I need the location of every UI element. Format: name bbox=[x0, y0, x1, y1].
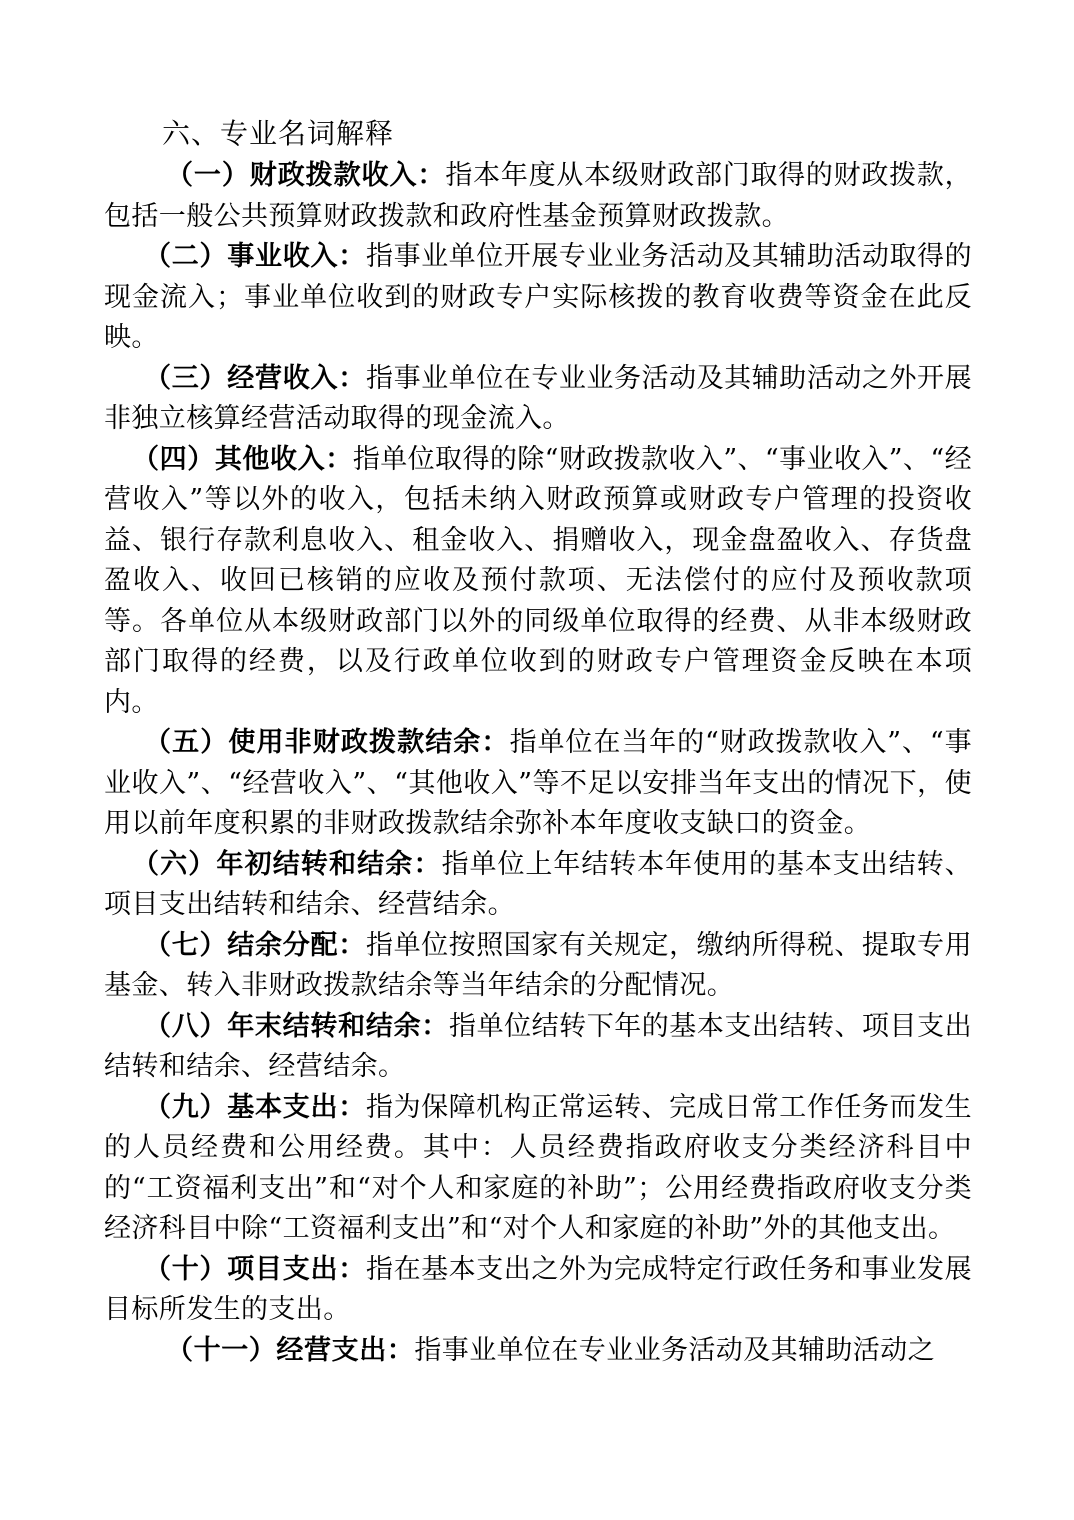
definition-term: （十）项目支出： bbox=[144, 1253, 367, 1285]
definition-paragraph-10 bbox=[104, 1250, 972, 1331]
definition-paragraph-11 bbox=[104, 1331, 972, 1372]
document-body bbox=[104, 112, 972, 1371]
definition-paragraph-4 bbox=[104, 440, 972, 724]
section-heading: 六、专业名词解释 bbox=[162, 117, 395, 150]
definition-term: （七）结余分配： bbox=[144, 929, 367, 961]
definition-paragraph-3 bbox=[104, 359, 972, 440]
definition-term: （六）年初结转和结余： bbox=[132, 848, 442, 880]
definition-term: （九）基本支出： bbox=[144, 1091, 367, 1123]
definition-text: 指事业单位开展专业业务活动及其辅助活动取得的现金流入；事业单位收到的财政专户实际核拨的教育收费等资金在此反映。 bbox=[104, 241, 972, 353]
definition-term: （一）财政拨款收入： bbox=[166, 160, 446, 191]
definition-term: （三）经营收入： bbox=[144, 362, 367, 394]
definition-term: （五）使用非财政拨款结余： bbox=[144, 727, 510, 758]
definition-text: 指事业单位在专业业务活动及其辅助活动之 bbox=[414, 1334, 936, 1366]
definition-paragraph-9 bbox=[104, 1088, 972, 1250]
definition-text: 指在基本支出之外为完成特定行政任务和事业发展目标所发生的支出。 bbox=[104, 1253, 972, 1325]
definition-paragraph-6 bbox=[104, 845, 972, 926]
definition-text: 指事业单位在专业业务活动及其辅助活动之外开展非独立核算经营活动取得的现金流入。 bbox=[104, 362, 972, 434]
definition-text: 指单位在当年的“财政拨款收入”、“事业收入”、“经营收入”、“其他收入”等不足以安排当年支出的情况下，使用以前年度积累的非财政拨款结余弥补本年度收支缺口的资金。 bbox=[104, 727, 972, 839]
definition-term: （八）年末结转和结余： bbox=[144, 1010, 450, 1042]
definition-paragraph-7 bbox=[104, 926, 972, 1007]
definition-term: （四）其他收入： bbox=[132, 443, 353, 475]
definition-text: 指单位上年结转本年使用的基本支出结转、项目支出结转和结余、经营结余。 bbox=[104, 848, 972, 920]
definition-paragraph-1 bbox=[104, 156, 972, 237]
definition-term: （十一）经营支出： bbox=[166, 1334, 415, 1366]
definition-text: 指为保障机构正常运转、完成日常工作任务而发生的人员经费和公用经费。其中：人员经费指政府收支分类经济科目中的“工资福利支出”和“对个人和家庭的补助”；公用经费指政府收支分类经济科目中除“工资福利支出”和“对个人和家庭的补助”外的其他支出。 bbox=[104, 1091, 972, 1244]
definition-paragraph-8 bbox=[104, 1007, 972, 1088]
definition-text: 指单位结转下年的基本支出结转、项目支出结转和结余、经营结余。 bbox=[104, 1010, 972, 1082]
definition-text: 指单位取得的除“财政拨款收入”、“事业收入”、“经营收入”等以外的收入，包括未纳入财政预算或财政专户管理的投资收益、银行存款利息收入、租金收入、捐赠收入，现金盘盈收入、存货盘盈收入、收回已核销的应收及预付款项、无法偿付的应付及预收款项等。各单位从本级财政部门以外的同级单位取得的经费、从非本级财政部门取得的经费，以及行政单位收到的财政专户管理资金反映在本项内。 bbox=[104, 443, 972, 718]
definition-term: （二）事业收入： bbox=[144, 241, 367, 272]
definition-text: 指本年度从本级财政部门取得的财政拨款，包括一般公共预算财政拨款和政府性基金预算财政拨款。 bbox=[104, 160, 972, 232]
definition-paragraph-2 bbox=[104, 237, 972, 359]
definition-text: 指单位按照国家有关规定，缴纳所得税、提取专用基金、转入非财政拨款结余等当年结余的分配情况。 bbox=[104, 929, 972, 1001]
definition-paragraph-5 bbox=[104, 723, 972, 845]
